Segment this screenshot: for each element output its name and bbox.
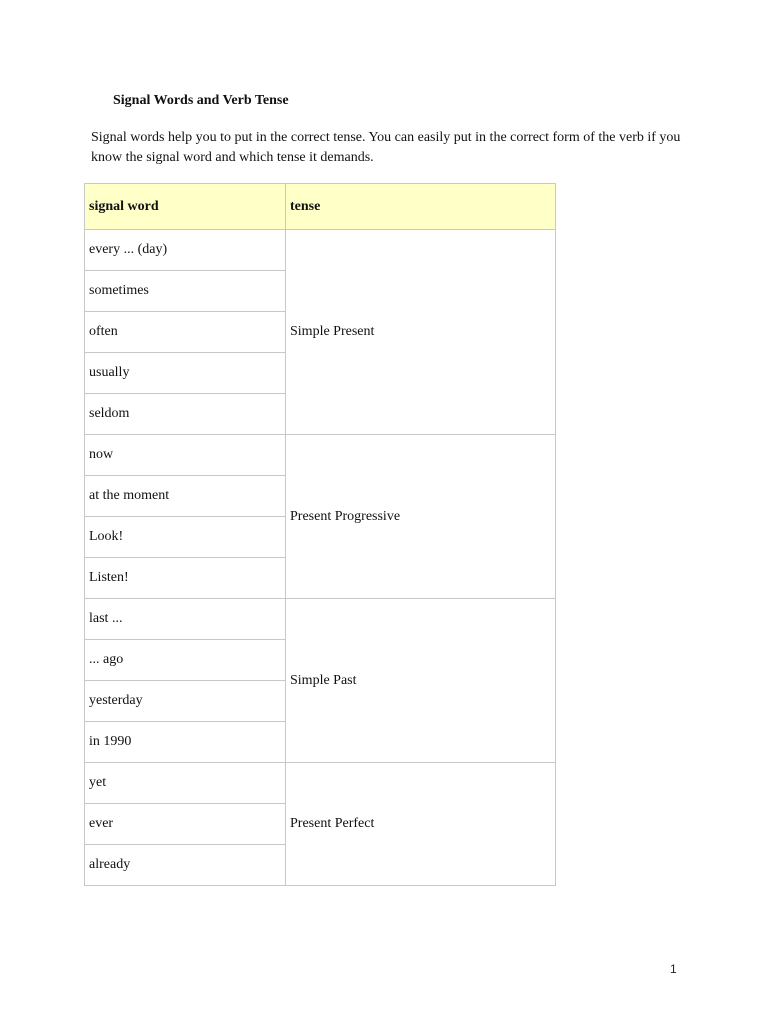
- signal-word-cell: already: [85, 845, 286, 886]
- signal-word-cell: ever: [85, 804, 286, 845]
- tense-cell: Simple Past: [286, 599, 556, 763]
- document-title: Signal Words and Verb Tense: [113, 93, 289, 108]
- header-tense: tense: [286, 184, 556, 230]
- header-signal-word: signal word: [85, 184, 286, 230]
- signal-word-cell: in 1990: [85, 722, 286, 763]
- table-row: [85, 230, 556, 271]
- signal-word-cell: seldom: [85, 394, 286, 435]
- signal-word-cell: yet: [85, 763, 286, 804]
- signal-word-cell: now: [85, 435, 286, 476]
- table-row: [85, 435, 556, 476]
- signal-word-cell: every ... (day): [85, 230, 286, 271]
- signal-word-cell: last ...: [85, 599, 286, 640]
- signal-word-cell: often: [85, 312, 286, 353]
- tense-cell: Present Progressive: [286, 435, 556, 599]
- signal-word-cell: usually: [85, 353, 286, 394]
- signal-word-cell: Look!: [85, 517, 286, 558]
- tense-cell: Simple Present: [286, 230, 556, 435]
- table-row: [85, 599, 556, 640]
- tense-cell: Present Perfect: [286, 763, 556, 886]
- intro-paragraph: Signal words help you to put in the correct tense. You can easily put in the correct form of the verb if you know the signal word and which tense it demands.: [91, 130, 681, 165]
- table-header-row: [85, 184, 556, 230]
- signal-word-cell: yesterday: [85, 681, 286, 722]
- signal-word-cell: at the moment: [85, 476, 286, 517]
- signal-word-cell: sometimes: [85, 271, 286, 312]
- table-row: [85, 763, 556, 804]
- signal-word-cell: ... ago: [85, 640, 286, 681]
- signal-words-table: [84, 183, 556, 886]
- signal-word-cell: Listen!: [85, 558, 286, 599]
- table-body: [85, 230, 556, 886]
- page-number: 1: [670, 962, 677, 976]
